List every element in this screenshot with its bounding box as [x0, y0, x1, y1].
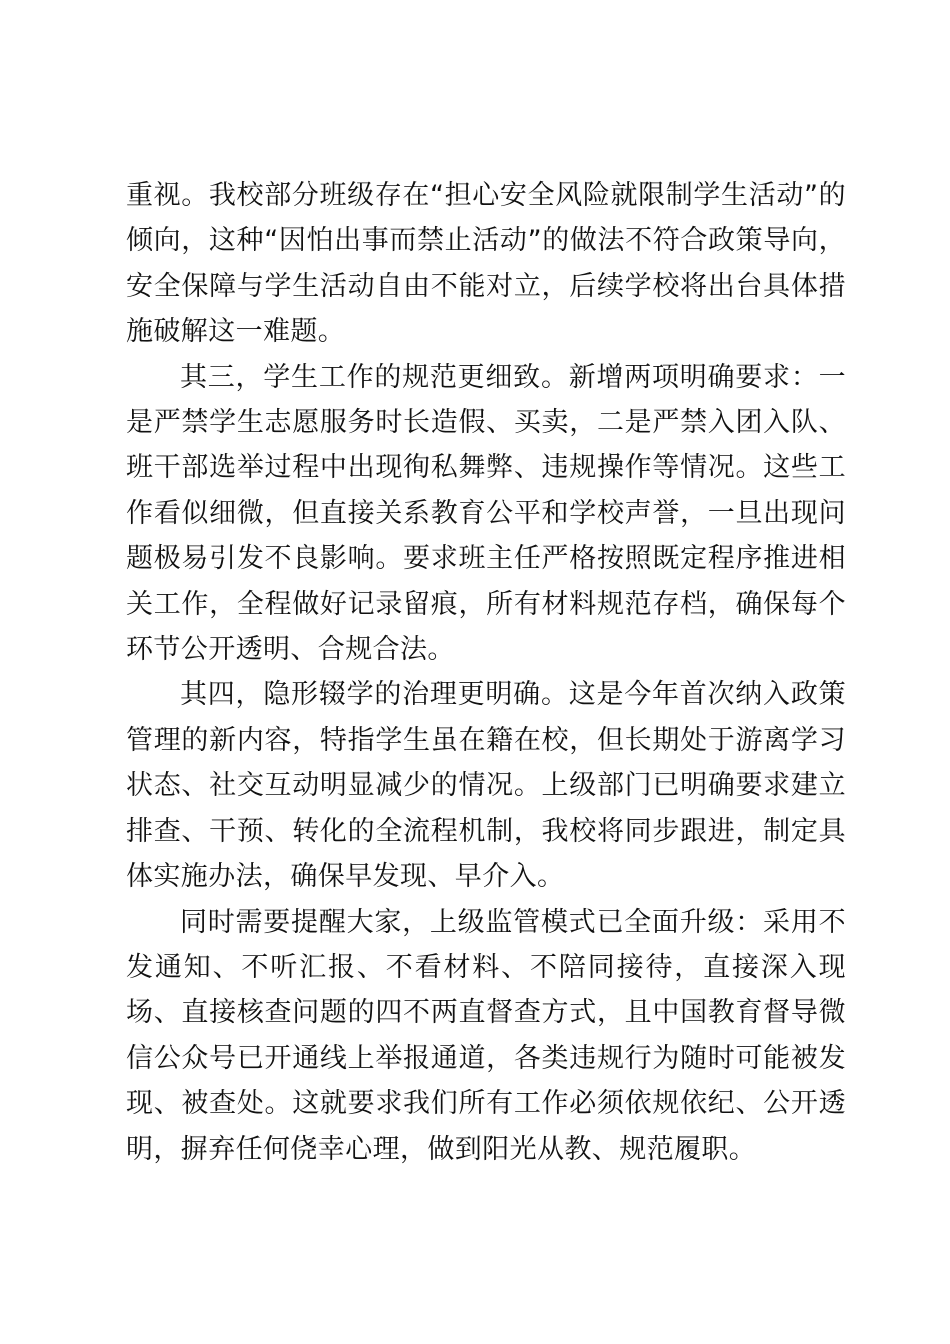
document-body: [126, 173, 846, 1172]
paragraph-point-three: 其三，学生工作的规范更细致。新增两项明确要求：一是严禁学生志愿服务时长造假、买卖，二是严禁入团入队、班干部选举过程中出现徇私舞弊、违规操作等情况。这些工作看似细微，但直接关系教育公平和学校声誉，一旦出现问题极易引发不良影响。要求班主任严格按照既定程序推进相关工作，全程做好记录留痕，所有材料规范存档，确保每个环节公开透明、合规合法。: [126, 361, 846, 666]
paragraph-supervision-reminder: 同时需要提醒大家，上级监管模式已全面升级：采用不发通知、不听汇报、不看材料、不陪同接待，直接深入现场、直接核查问题的四不两直督查方式，且中国教育督导微信公众号已开通线上举报通道，各类违规行为随时可能被发现、被查处。这就要求我们所有工作必须依规依纪、公开透明，摒弃任何侥幸心理，做到阳光从教、规范履职。: [126, 906, 846, 1165]
paragraph-point-four: 其四，隐形辍学的治理更明确。这是今年首次纳入政策管理的新内容，特指学生虽在籍在校，但长期处于游离学习状态、社交互动明显减少的情况。上级部门已明确要求建立排查、干预、转化的全流程机制，我校将同步跟进，制定具体实施办法，确保早发现、早介入。: [126, 679, 846, 893]
paragraph-continuation: 重视。我校部分班级存在“担心安全风险就限制学生活动”的倾向，这种“因怕出事而禁止活动”的做法不符合政策导向，安全保障与学生活动自由不能对立，后续学校将出台具体措施破解这一难题。: [126, 180, 846, 348]
